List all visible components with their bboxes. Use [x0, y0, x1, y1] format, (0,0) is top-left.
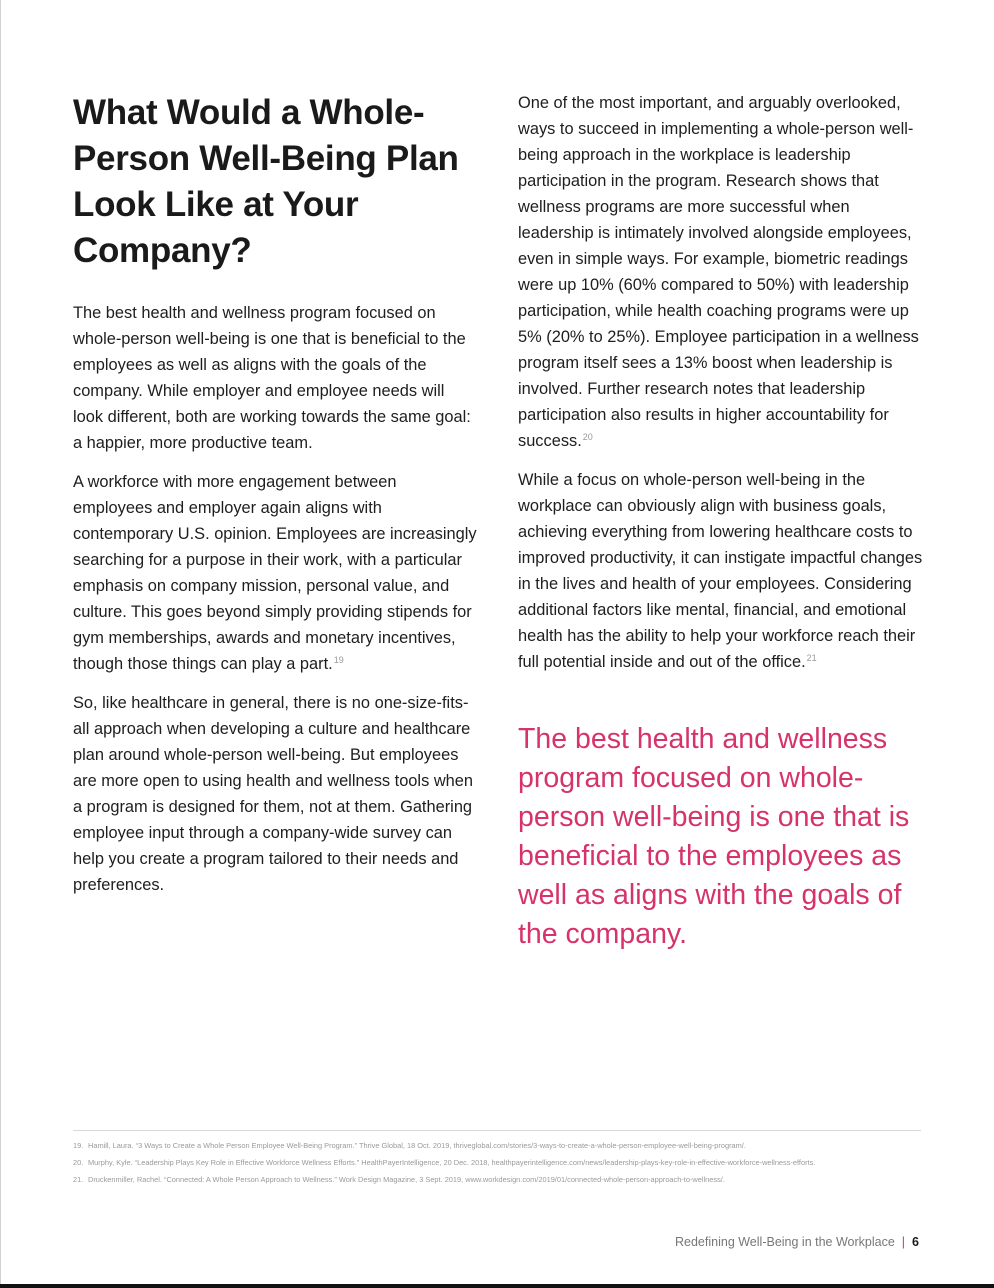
footnotes [73, 1141, 921, 1192]
page-footer [675, 1235, 919, 1249]
left-column [73, 90, 478, 911]
footer-title: Redefining Well-Being in the Workplace [675, 1235, 895, 1249]
footnote-text: Hamill, Laura. “3 Ways to Create a Whole Person Employee Well-Being Program.” Thrive Global, 18 Oct. 2019, thriveglobal.com/stories/3-ways-to-create-a-whole-person-employee-well-being-program/. [88, 1141, 746, 1150]
footnote-divider [73, 1130, 921, 1131]
footnote-20 [73, 1158, 921, 1168]
footer-separator: | [901, 1235, 906, 1249]
left-paragraph-1: The best health and wellness program focused on whole-person well-being is one that is beneficial to the employees as well as aligns with the goals of the company. While employer and employee needs will look different, both are working towards the same goal: a happier, more productive team. [73, 304, 471, 452]
left-paragraph-3: So, like healthcare in general, there is no one-size-fits-all approach when developing a culture and healthcare plan around whole-person well-being. But employees are more open to using health and wellness tools when a program is designed for them, not at them. Gathering employee input through a company-wide survey can help you create a program tailored to their needs and preferences. [73, 694, 474, 894]
right-paragraph-2: While a focus on whole-person well-being in the workplace can obviously align with business goals, achieving everything from lowering healthcare costs to improved productivity, it can instigate impactful changes in the lives and health of your employees. Considering additional factors like mental, financial, and emotional health has the ability to help your workforce reach their full potential inside and out of the office.$^{21}$ [518, 471, 923, 671]
right-column [518, 90, 928, 954]
footnote-ref-21[interactable]: 21 [806, 652, 817, 663]
footnote-text: Murphy, Kyle. “Leadership Plays Key Role in Effective Workforce Wellness Efforts.” HealthPayerIntelligence, 20 Dec. 2018, healthpayerintelligence.com/news/leadership-plays-key-role-in-effective-workforce-wellness-efforts. [88, 1158, 816, 1167]
footnote-ref-20[interactable]: 20 [582, 431, 593, 442]
footnote-ref-19[interactable]: 19 [333, 654, 344, 665]
left-paragraph-2: A workforce with more engagement between employees and employer again aligns with contemporary U.S. opinion. Employees are increasingly searching for a purpose in their work, with a particular emphasis on company mission, personal value, and culture. This goes beyond simply providing stipends for gym memberships, awards and monetary incentives, though those things can play a part.$^{19}$ [73, 473, 477, 673]
footnote-number: 20. [73, 1158, 84, 1167]
right-paragraph-1: One of the most important, and arguably overlooked, ways to succeed in implementing a whole-person well-being approach in the workplace is leadership participation in the program. Research shows that wellness programs are more successful when leadership is intimately involved alongside employees, even in simple ways. For example, biometric readings were up 10% (60% compared to 50%) with leadership participation, while health coaching programs were up 5% (20% to 25%). Employee participation in a wellness program itself sees a 13% boost when leadership is involved. Further research notes that leadership participation also results in higher accountability for success.$^{20}$ [518, 94, 919, 450]
bottom-edge-bar [0, 1284, 994, 1288]
page-number: 6 [912, 1235, 919, 1249]
footnote-number: 21. [73, 1175, 84, 1184]
footnote-text: Druckenmiller, Rachel. “Connected: A Whole Person Approach to Wellness.” Work Design Magazine, 3 Sept. 2019, www.workdesign.com/2019/01/connected-whole-person-approach-to-wellness/. [88, 1175, 725, 1184]
page-edge [0, 0, 1, 1288]
footnote-19 [73, 1141, 921, 1151]
section-heading: What Would a Whole-Person Well-Being Plan Look Like at Your Company? [73, 93, 459, 270]
footnote-number: 19. [73, 1141, 84, 1150]
pull-quote: The best health and wellness program focused on whole-person well-being is one that is beneficial to the employees as well as aligns with the goals of the company. [518, 723, 910, 950]
footnote-21 [73, 1175, 921, 1185]
